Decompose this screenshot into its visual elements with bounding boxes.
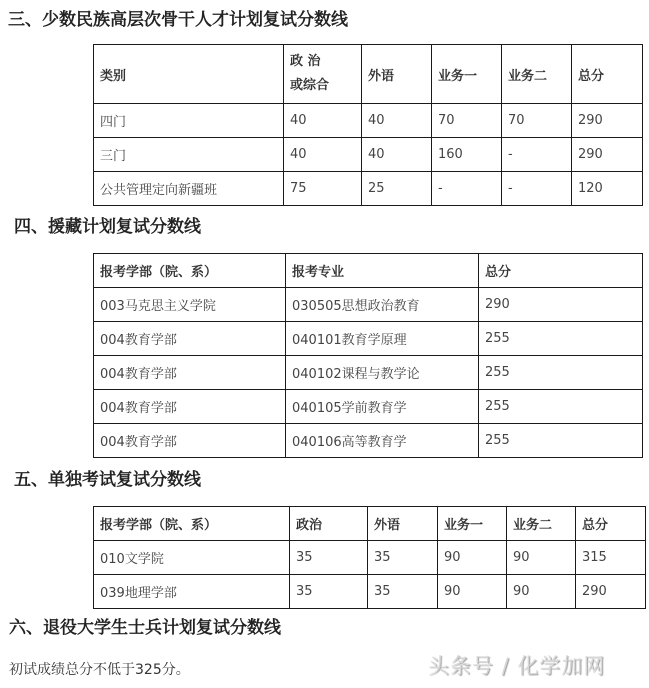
cell-subject-two: -: [502, 172, 572, 206]
cell-subject-one: -: [432, 172, 502, 206]
table-row: [94, 138, 643, 172]
section-heading-tibet-aid-program: 四、援藏计划复试分数线: [14, 217, 201, 237]
table-row: [94, 322, 643, 356]
tibet-aid-score-table: [93, 253, 643, 458]
cell-total: 290: [572, 104, 643, 138]
table-row: [94, 356, 643, 390]
table-header-row: [94, 507, 646, 541]
cell-major: 040106高等教育学: [286, 424, 479, 458]
section-heading-minority-program: 三、少数民族高层次骨干人才计划复试分数线: [8, 10, 348, 30]
cell-subject-one: 90: [438, 575, 507, 609]
cell-department: 010文学院: [94, 541, 290, 575]
cell-major: 040105学前教育学: [286, 390, 479, 424]
table-row: [94, 172, 643, 206]
cell-total: 255: [479, 424, 643, 458]
cell-total: 290: [576, 575, 646, 609]
cell-politics: 40: [284, 138, 362, 172]
cell-politics: 75: [284, 172, 362, 206]
cell-foreign-language: 35: [368, 541, 438, 575]
header-subject-one: 业务一: [432, 45, 502, 104]
cell-politics: 35: [290, 541, 368, 575]
minority-program-score-table: [93, 44, 643, 206]
cell-department: 004教育学部: [94, 390, 286, 424]
independent-exam-score-table: [93, 506, 646, 609]
table-row: [94, 541, 646, 575]
header-total: 总分: [572, 45, 643, 104]
cell-total: 290: [572, 138, 643, 172]
section-heading-veteran-program: 六、退役大学生士兵计划复试分数线: [9, 618, 281, 638]
table-row: [94, 575, 646, 609]
cell-department: 004教育学部: [94, 356, 286, 390]
header-subject-one: 业务一: [438, 507, 507, 541]
table-header-row: [94, 45, 643, 104]
veteran-program-note: 初试成绩总分不低于325分。: [9, 662, 190, 678]
table-row: [94, 288, 643, 322]
cell-major: 040101教育学原理: [286, 322, 479, 356]
cell-foreign-language: 40: [362, 104, 432, 138]
cell-category: 四门: [94, 104, 284, 138]
table-row: [94, 104, 643, 138]
cell-subject-two: -: [502, 138, 572, 172]
cell-subject-two: 70: [502, 104, 572, 138]
cell-major: 030505思想政治教育: [286, 288, 479, 322]
cell-foreign-language: 40: [362, 138, 432, 172]
header-department: 报考学部（院、系）: [94, 254, 286, 288]
header-total: 总分: [576, 507, 646, 541]
cell-total: 255: [479, 390, 643, 424]
cell-subject-one: 70: [432, 104, 502, 138]
header-total: 总分: [479, 254, 643, 288]
table-header-row: [94, 254, 643, 288]
cell-subject-two: 90: [507, 575, 576, 609]
header-politics-or-comprehensive: [284, 45, 362, 104]
header-politics-line1: 政 治: [290, 54, 321, 69]
cell-politics: 35: [290, 575, 368, 609]
cell-foreign-language: 35: [368, 575, 438, 609]
cell-subject-two: 90: [507, 541, 576, 575]
cell-major: 040102课程与教学论: [286, 356, 479, 390]
cell-department: 004教育学部: [94, 322, 286, 356]
cell-total: 315: [576, 541, 646, 575]
header-politics: 政治: [290, 507, 368, 541]
cell-category: 公共管理定向新疆班: [94, 172, 284, 206]
header-foreign-language: 外语: [368, 507, 438, 541]
header-category: 类别: [94, 45, 284, 104]
cell-department: 039地理学部: [94, 575, 290, 609]
table-row: [94, 390, 643, 424]
header-major: 报考专业: [286, 254, 479, 288]
cell-subject-one: 90: [438, 541, 507, 575]
cell-department: 003马克思主义学院: [94, 288, 286, 322]
cell-total: 120: [572, 172, 643, 206]
cell-total: 255: [479, 356, 643, 390]
cell-category: 三门: [94, 138, 284, 172]
header-politics-line2: 或综合: [290, 78, 330, 93]
header-subject-two: 业务二: [502, 45, 572, 104]
cell-total: 255: [479, 322, 643, 356]
header-department: 报考学部（院、系）: [94, 507, 290, 541]
table-row: [94, 424, 643, 458]
header-foreign-language: 外语: [362, 45, 432, 104]
cell-total: 290: [479, 288, 643, 322]
cell-department: 004教育学部: [94, 424, 286, 458]
cell-foreign-language: 25: [362, 172, 432, 206]
header-subject-two: 业务二: [507, 507, 576, 541]
cell-subject-one: 160: [432, 138, 502, 172]
section-heading-independent-exam: 五、单独考试复试分数线: [14, 470, 201, 490]
cell-politics: 40: [284, 104, 362, 138]
source-watermark: 头条号 / 化学加网: [428, 654, 606, 678]
